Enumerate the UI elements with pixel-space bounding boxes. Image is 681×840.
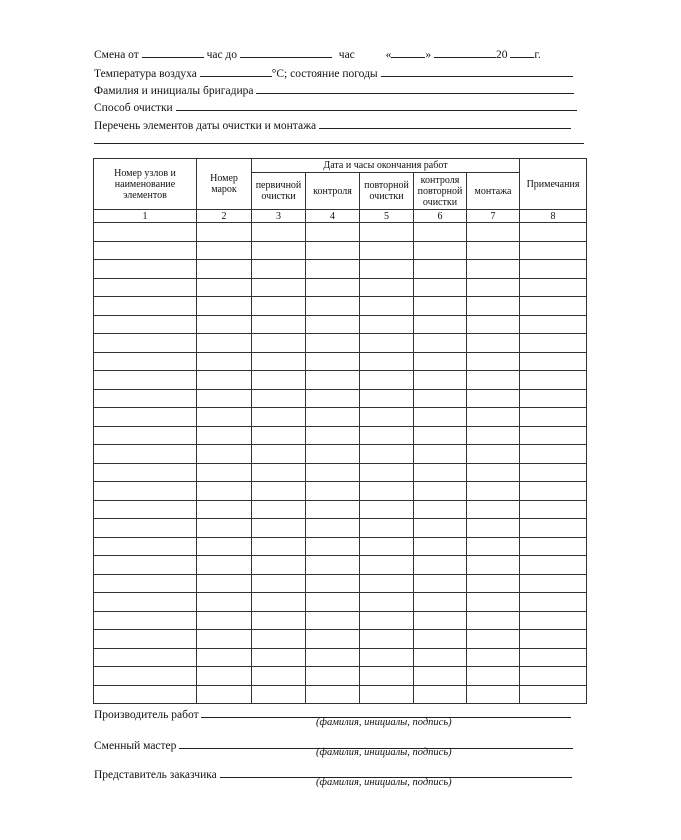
table-cell[interactable]	[306, 593, 360, 612]
table-cell[interactable]	[252, 371, 306, 390]
air-temp-field[interactable]	[200, 65, 272, 77]
table-cell[interactable]	[252, 593, 306, 612]
table-cell[interactable]	[306, 685, 360, 704]
quote-open: «	[385, 49, 392, 61]
shift-from-field[interactable]	[142, 46, 204, 58]
table-cell[interactable]	[252, 500, 306, 519]
elements-list-label: Перечень элементов даты очистки и монтажа	[94, 120, 317, 132]
table-cell[interactable]	[306, 260, 360, 279]
table-row	[94, 463, 587, 482]
table-cell[interactable]	[306, 482, 360, 501]
day-field[interactable]	[391, 46, 425, 58]
table-cell[interactable]	[197, 648, 252, 667]
hour-to-label: час до	[206, 49, 238, 61]
table-cell[interactable]	[360, 278, 414, 297]
table-cell[interactable]	[414, 648, 467, 667]
table-cell[interactable]	[360, 500, 414, 519]
table-cell[interactable]	[197, 611, 252, 630]
elements-list-field[interactable]	[319, 117, 571, 129]
table-cell[interactable]	[197, 371, 252, 390]
table-cell[interactable]	[467, 648, 520, 667]
table-cell[interactable]	[414, 556, 467, 575]
table-cell[interactable]	[306, 519, 360, 538]
table-cell[interactable]	[306, 426, 360, 445]
table-cell[interactable]	[467, 630, 520, 649]
elements-list-line	[94, 117, 571, 132]
table-row	[94, 315, 587, 334]
table-cell[interactable]	[306, 334, 360, 353]
table-cell[interactable]	[197, 537, 252, 556]
table-row	[94, 630, 587, 649]
table-cell[interactable]	[520, 389, 587, 408]
table-cell[interactable]	[360, 260, 414, 279]
table-cell[interactable]	[467, 241, 520, 260]
table-cell[interactable]	[520, 482, 587, 501]
foreman-line	[94, 82, 574, 97]
table-cell[interactable]	[94, 500, 197, 519]
table-cell[interactable]	[94, 685, 197, 704]
column-number: 6	[414, 210, 467, 223]
table-cell[interactable]	[467, 223, 520, 242]
table-row	[94, 278, 587, 297]
table-cell[interactable]	[360, 297, 414, 316]
table-cell[interactable]	[414, 685, 467, 704]
table-cell[interactable]	[94, 223, 197, 242]
table-cell[interactable]	[414, 463, 467, 482]
table-cell[interactable]	[520, 371, 587, 390]
table-cell[interactable]	[414, 408, 467, 427]
shift-from-label: Смена от	[94, 49, 139, 61]
table-cell[interactable]	[467, 371, 520, 390]
table-cell[interactable]	[94, 667, 197, 686]
table-cell[interactable]	[467, 389, 520, 408]
table-cell[interactable]	[252, 556, 306, 575]
air-temp-label: Температура воздуха	[94, 68, 197, 80]
table-cell[interactable]	[306, 223, 360, 242]
table-cell[interactable]	[94, 426, 197, 445]
table-cell[interactable]	[306, 667, 360, 686]
table-cell[interactable]	[306, 574, 360, 593]
column-numbers-row	[94, 210, 587, 223]
table-cell[interactable]	[197, 408, 252, 427]
table-cell[interactable]	[360, 241, 414, 260]
table-cell[interactable]	[306, 352, 360, 371]
table-cell[interactable]	[520, 260, 587, 279]
table-row	[94, 223, 587, 242]
table-cell[interactable]	[414, 260, 467, 279]
table-cell[interactable]	[94, 389, 197, 408]
table-cell[interactable]	[520, 334, 587, 353]
table-cell[interactable]	[306, 630, 360, 649]
table-cell[interactable]	[467, 519, 520, 538]
table-cell[interactable]	[360, 537, 414, 556]
table-row	[94, 445, 587, 464]
col-header-notes: Примечания	[520, 159, 587, 210]
table-cell[interactable]	[520, 611, 587, 630]
table-cell[interactable]	[467, 685, 520, 704]
table-cell[interactable]	[252, 334, 306, 353]
table-cell[interactable]	[467, 426, 520, 445]
work-producer-label: Производитель работ	[94, 709, 199, 721]
customer-rep-hint: (фамилия, инициалы, подпись)	[316, 777, 452, 788]
table-cell[interactable]	[197, 556, 252, 575]
elements-list-extra-line[interactable]	[94, 143, 584, 144]
table-cell[interactable]	[252, 408, 306, 427]
table-cell[interactable]	[252, 611, 306, 630]
column-number: 2	[197, 210, 252, 223]
table-cell[interactable]	[360, 334, 414, 353]
table-cell[interactable]	[360, 482, 414, 501]
table-cell[interactable]	[467, 537, 520, 556]
table-cell[interactable]	[197, 500, 252, 519]
cleaning-method-field[interactable]	[176, 99, 577, 111]
table-cell[interactable]	[94, 241, 197, 260]
temperature-line	[94, 65, 573, 80]
table-cell[interactable]	[520, 593, 587, 612]
table-cell[interactable]	[94, 593, 197, 612]
table-cell[interactable]	[306, 463, 360, 482]
table-cell[interactable]	[467, 315, 520, 334]
table-cell[interactable]	[360, 445, 414, 464]
table-row	[94, 574, 587, 593]
subheader-control: контроля	[306, 173, 360, 210]
table-cell[interactable]	[306, 408, 360, 427]
table-cell[interactable]	[520, 408, 587, 427]
table-cell[interactable]	[252, 482, 306, 501]
weather-field[interactable]	[381, 65, 573, 77]
table-cell[interactable]	[197, 260, 252, 279]
table-cell[interactable]	[467, 445, 520, 464]
table-cell[interactable]	[467, 408, 520, 427]
table-cell[interactable]	[520, 315, 587, 334]
table-cell[interactable]	[467, 297, 520, 316]
table-cell[interactable]	[467, 352, 520, 371]
table-cell[interactable]	[306, 445, 360, 464]
table-cell[interactable]	[252, 537, 306, 556]
table-cell[interactable]	[94, 260, 197, 279]
table-cell[interactable]	[520, 463, 587, 482]
table-cell[interactable]	[94, 482, 197, 501]
table-cell[interactable]	[520, 556, 587, 575]
table-cell[interactable]	[94, 519, 197, 538]
table-row	[94, 352, 587, 371]
table-cell[interactable]	[414, 574, 467, 593]
table-cell[interactable]	[520, 537, 587, 556]
table-cell[interactable]	[467, 611, 520, 630]
table-cell[interactable]	[520, 667, 587, 686]
table-cell[interactable]	[197, 519, 252, 538]
table-cell[interactable]	[252, 519, 306, 538]
subheader-repeat-control: контроля повторной очистки	[414, 173, 467, 210]
table-cell[interactable]	[414, 352, 467, 371]
table-row	[94, 685, 587, 704]
table-cell[interactable]	[360, 593, 414, 612]
table-cell[interactable]	[94, 334, 197, 353]
works-table	[93, 158, 587, 704]
table-cell[interactable]	[467, 260, 520, 279]
table-cell[interactable]	[252, 445, 306, 464]
table-cell[interactable]	[94, 445, 197, 464]
column-number: 1	[94, 210, 197, 223]
shift-line	[94, 46, 541, 61]
table-cell[interactable]	[467, 667, 520, 686]
table-cell[interactable]	[252, 315, 306, 334]
table-cell[interactable]	[252, 630, 306, 649]
table-cell[interactable]	[197, 241, 252, 260]
table-cell[interactable]	[252, 574, 306, 593]
shift-to-field[interactable]	[240, 46, 332, 58]
table-cell[interactable]	[520, 278, 587, 297]
table-cell[interactable]	[414, 482, 467, 501]
table-cell[interactable]	[94, 611, 197, 630]
table-cell[interactable]	[414, 334, 467, 353]
table-cell[interactable]	[94, 408, 197, 427]
shift-master-hint: (фамилия, инициалы, подпись)	[316, 747, 452, 758]
table-cell[interactable]	[306, 648, 360, 667]
table-row	[94, 334, 587, 353]
table-cell[interactable]	[94, 315, 197, 334]
table-cell[interactable]	[197, 352, 252, 371]
table-row	[94, 556, 587, 575]
col-group-dates: Дата и часы окончания работ	[252, 159, 520, 173]
table-row	[94, 611, 587, 630]
table-cell[interactable]	[520, 500, 587, 519]
column-number: 5	[360, 210, 414, 223]
table-cell[interactable]	[360, 519, 414, 538]
table-cell[interactable]	[520, 445, 587, 464]
table-cell[interactable]	[306, 556, 360, 575]
table-cell[interactable]	[467, 574, 520, 593]
table-cell[interactable]	[467, 500, 520, 519]
column-number: 3	[252, 210, 306, 223]
table-cell[interactable]	[414, 519, 467, 538]
table-cell[interactable]	[252, 685, 306, 704]
table-cell[interactable]	[306, 315, 360, 334]
table-cell[interactable]	[414, 611, 467, 630]
year-prefix: 20	[496, 49, 508, 61]
table-cell[interactable]	[197, 685, 252, 704]
table-cell[interactable]	[360, 371, 414, 390]
foreman-label: Фамилия и инициалы бригадира	[94, 85, 254, 97]
table-cell[interactable]	[414, 667, 467, 686]
table-cell[interactable]	[414, 297, 467, 316]
table-cell[interactable]	[467, 278, 520, 297]
table-row	[94, 297, 587, 316]
table-cell[interactable]	[306, 241, 360, 260]
table-cell[interactable]	[520, 685, 587, 704]
table-cell[interactable]	[414, 389, 467, 408]
table-cell[interactable]	[520, 297, 587, 316]
table-cell[interactable]	[252, 278, 306, 297]
table-cell[interactable]	[360, 630, 414, 649]
table-row	[94, 482, 587, 501]
work-producer-hint: (фамилия, инициалы, подпись)	[316, 717, 452, 728]
table-cell[interactable]	[252, 223, 306, 242]
shift-master-label: Сменный мастер	[94, 740, 177, 752]
table-cell[interactable]	[520, 352, 587, 371]
table-cell[interactable]	[94, 537, 197, 556]
table-cell[interactable]	[197, 223, 252, 242]
table-row	[94, 519, 587, 538]
table-cell[interactable]	[414, 593, 467, 612]
table-cell[interactable]	[414, 537, 467, 556]
table-cell[interactable]	[520, 630, 587, 649]
table-cell[interactable]	[197, 593, 252, 612]
table-cell[interactable]	[197, 482, 252, 501]
table-cell[interactable]	[360, 426, 414, 445]
cleaning-method-label: Способ очистки	[94, 102, 173, 114]
subheader-mounting: монтажа	[467, 173, 520, 210]
table-cell[interactable]	[414, 630, 467, 649]
weather-label: °С; состояние погоды	[271, 68, 378, 80]
table-row	[94, 389, 587, 408]
table-cell[interactable]	[414, 223, 467, 242]
table-cell[interactable]	[306, 500, 360, 519]
table-cell[interactable]	[94, 463, 197, 482]
table-cell[interactable]	[197, 334, 252, 353]
table-cell[interactable]	[197, 630, 252, 649]
table-cell[interactable]	[360, 352, 414, 371]
quote-close: »	[425, 49, 432, 61]
table-cell[interactable]	[252, 297, 306, 316]
table-cell[interactable]	[197, 426, 252, 445]
table-cell[interactable]	[414, 426, 467, 445]
table-cell[interactable]	[360, 556, 414, 575]
table-row	[94, 648, 587, 667]
hour-label: час	[338, 49, 355, 61]
table-row	[94, 537, 587, 556]
cleaning-method-line	[94, 99, 577, 114]
table-row	[94, 260, 587, 279]
year-suffix: г.	[534, 49, 541, 61]
table-row	[94, 667, 587, 686]
table-cell[interactable]	[94, 352, 197, 371]
col-header-nodes: Номер узлов и наименование элементов	[94, 159, 197, 210]
col-header-marks: Номер марок	[197, 159, 252, 210]
table-cell[interactable]	[414, 445, 467, 464]
table-cell[interactable]	[197, 463, 252, 482]
table-cell[interactable]	[520, 223, 587, 242]
table-cell[interactable]	[94, 556, 197, 575]
table-cell[interactable]	[467, 593, 520, 612]
table-cell[interactable]	[467, 334, 520, 353]
month-field[interactable]	[434, 46, 496, 58]
foreman-field[interactable]	[256, 82, 574, 94]
table-cell[interactable]	[414, 315, 467, 334]
table-cell[interactable]	[414, 371, 467, 390]
table-cell[interactable]	[414, 500, 467, 519]
subheader-primary-cleaning: первичной очистки	[252, 173, 306, 210]
table-cell[interactable]	[252, 426, 306, 445]
subheader-repeat-cleaning: повторной очистки	[360, 173, 414, 210]
table-cell[interactable]	[360, 389, 414, 408]
table-cell[interactable]	[252, 463, 306, 482]
table-cell[interactable]	[252, 260, 306, 279]
table-cell[interactable]	[252, 352, 306, 371]
table-cell[interactable]	[94, 630, 197, 649]
table-cell[interactable]	[360, 223, 414, 242]
table-cell[interactable]	[197, 315, 252, 334]
table-cell[interactable]	[306, 297, 360, 316]
table-cell[interactable]	[197, 297, 252, 316]
table-cell[interactable]	[520, 519, 587, 538]
table-cell[interactable]	[360, 463, 414, 482]
column-number: 7	[467, 210, 520, 223]
table-cell[interactable]	[520, 426, 587, 445]
table-row	[94, 241, 587, 260]
table-row	[94, 426, 587, 445]
table-cell[interactable]	[306, 278, 360, 297]
table-cell[interactable]	[252, 667, 306, 686]
table-cell[interactable]	[252, 648, 306, 667]
table-cell[interactable]	[360, 611, 414, 630]
table-cell[interactable]	[414, 278, 467, 297]
table-cell[interactable]	[197, 445, 252, 464]
table-cell[interactable]	[94, 297, 197, 316]
table-cell[interactable]	[360, 667, 414, 686]
table-cell[interactable]	[306, 371, 360, 390]
table-row	[94, 408, 587, 427]
column-number: 8	[520, 210, 587, 223]
table-cell[interactable]	[197, 389, 252, 408]
table-cell[interactable]	[306, 611, 360, 630]
table-cell[interactable]	[197, 574, 252, 593]
table-cell[interactable]	[467, 482, 520, 501]
table-cell[interactable]	[306, 389, 360, 408]
table-cell[interactable]	[94, 278, 197, 297]
table-row	[94, 593, 587, 612]
table-cell[interactable]	[467, 463, 520, 482]
table-cell[interactable]	[306, 537, 360, 556]
table-cell[interactable]	[360, 648, 414, 667]
table-cell[interactable]	[94, 574, 197, 593]
column-number: 4	[306, 210, 360, 223]
table-cell[interactable]	[360, 408, 414, 427]
table-row	[94, 371, 587, 390]
table-cell[interactable]	[520, 241, 587, 260]
table-cell[interactable]	[94, 648, 197, 667]
table-row	[94, 500, 587, 519]
table-cell[interactable]	[252, 241, 306, 260]
table-cell[interactable]	[360, 574, 414, 593]
year-field[interactable]	[510, 46, 534, 58]
table-cell[interactable]	[467, 556, 520, 575]
table-cell[interactable]	[360, 315, 414, 334]
table-cell[interactable]	[520, 574, 587, 593]
table-cell[interactable]	[197, 667, 252, 686]
table-cell[interactable]	[360, 685, 414, 704]
table-cell[interactable]	[414, 241, 467, 260]
table-cell[interactable]	[252, 389, 306, 408]
customer-rep-label: Представитель заказчика	[94, 769, 217, 781]
table-cell[interactable]	[197, 278, 252, 297]
table-cell[interactable]	[94, 371, 197, 390]
table-cell[interactable]	[520, 648, 587, 667]
